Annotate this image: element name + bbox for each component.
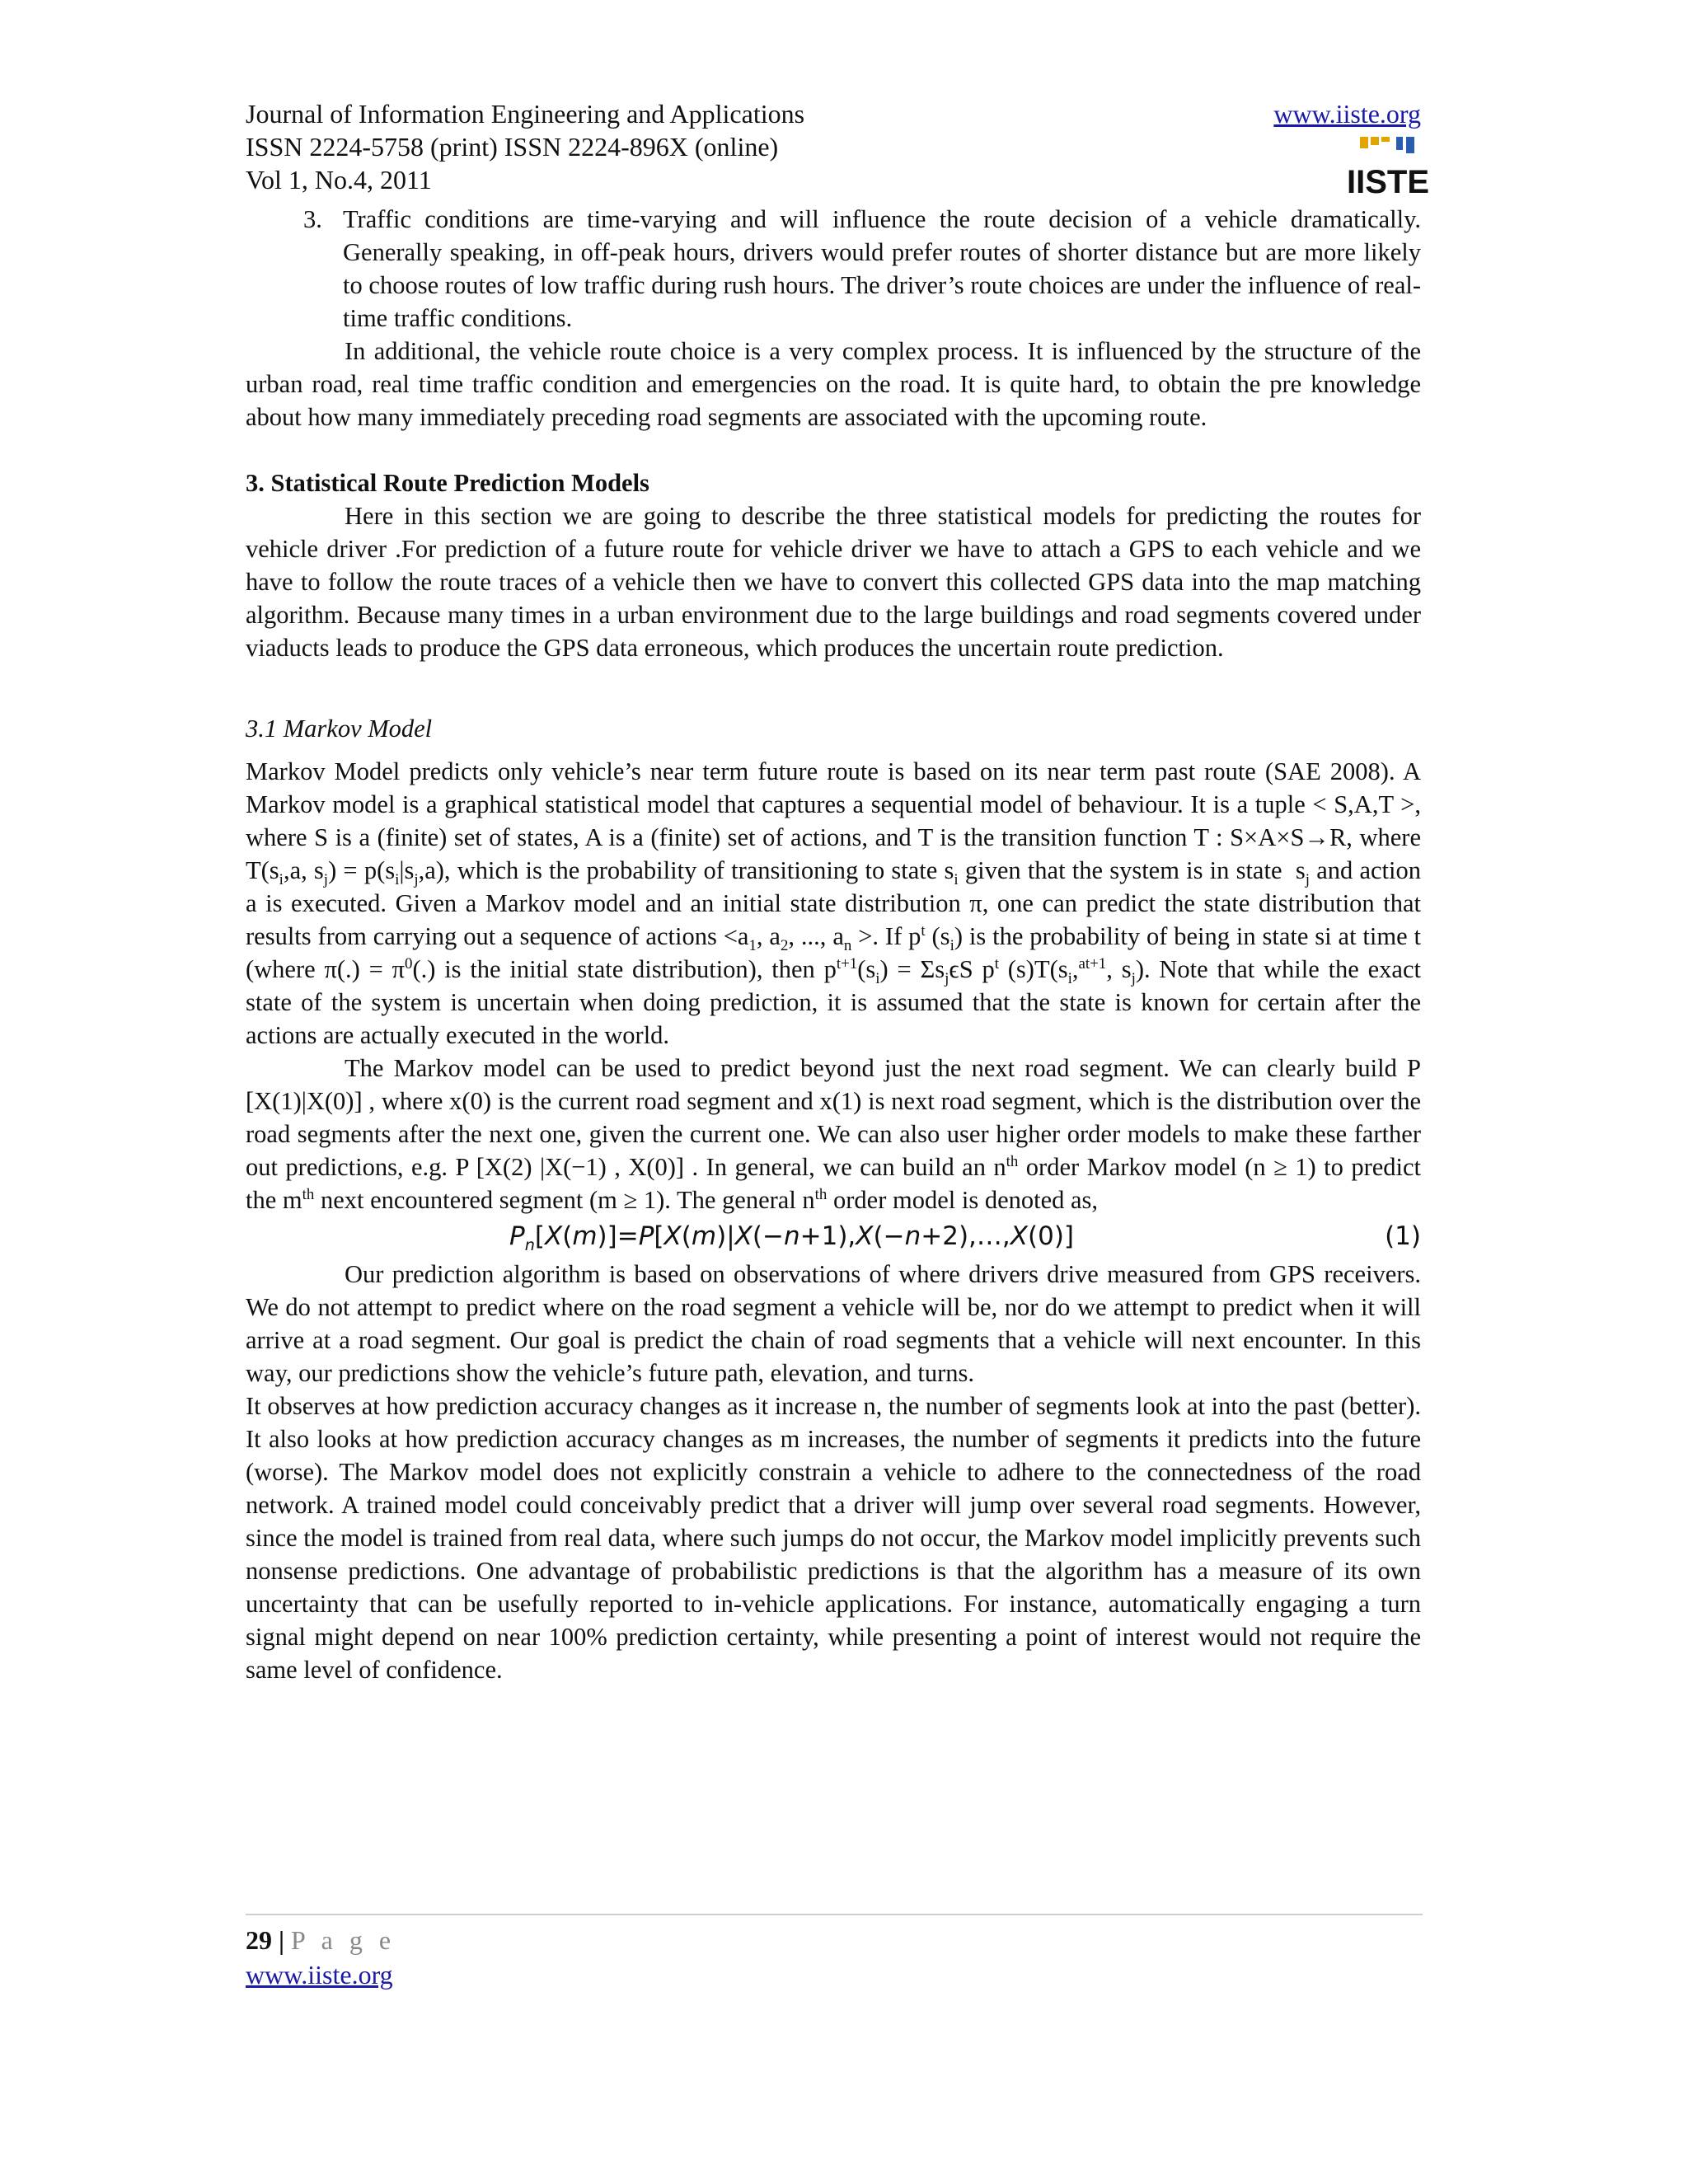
- markov-paragraph-1: Markov Model predicts only vehicle’s near term future route is based on its near term past route (SAE 2008). A Markov model is a graphical statistical model that captures a sequential model of behaviour. It is a tuple < S,A,T >, where S is a (finite) set of states, A is a (finite) set of actions, and T is the transition function T : S×A×S→R, where $T(s_i,a$, $s_j) = p(s_i|s_j,a)$, which is the probability of transitioning to state $s_i$ given that the system is in state $s_j$ and action a is executed. Given a Markov model and an initial state distribution π, one can predict the state distribution that results from carrying out a sequence of actions $<a_1$, $a_2$, ..., $a_n$ >. If $p^t$ $(s_i)$ is the probability of being in state si at time t (where $\pi(.) = \pi^0(.)$ is the initial state distribution), then $p^{t+1}(s_i) = \Sigma s_j\epsilon S$ $p^t$ $(s)T(s_i,^{at+1}$, $s_j$). Note that while the exact state of the system is uncertain when doing prediction, it is assumed that the state is known for certain after the actions are actually executed in the world.: [246, 757, 1422, 1049]
- footer-url-link[interactable]: www.iiste.org: [246, 1960, 393, 1990]
- svg-text:IISTE: IISTE: [1346, 164, 1430, 200]
- footer-divider: [246, 1914, 1423, 1915]
- markov-paragraph-4: It observes at how prediction accuracy changes as it increase n, the number of segments look at into the past (better). It also looks at how prediction accuracy changes as m increases, the number of segments it predicts into the future (worse). The Markov model does not explicitly constrain a vehicle to adhere to the connectedness of the road network. A trained model could conceivably predict that a driver will jump over several road segments. However, since the model is trained from real data, where such jumps do not occur, the Markov model implicitly prevents such nonsense predictions. One advantage of probabilistic predictions is that the algorithm has a measure of its own uncertainty that can be usefully reported to in-vehicle applications. For instance, automatically engaging a turn signal might depend on near 100% prediction certainty, while presenting a point of interest would not require the same level of confidence.: [246, 1392, 1421, 1684]
- equation-formula: $P_n[X(m)]=P[X(m)|X(-n+1),X(-n+2),\dots,X(0)]$: [509, 1221, 1075, 1255]
- markov-paragraph-3: Our prediction algorithm is based on observations of where drivers drive measured from GPS receivers. We do not attempt to predict where on the road segment a vehicle will be, nor do we attempt to predict when it will arrive at a road segment. Our goal is predict the chain of road segments that a vehicle will next encounter. In this way, our predictions show the vehicle’s future path, elevation, and turns.: [246, 1260, 1421, 1387]
- section-3-1-heading: 3.1 Markov Model: [246, 715, 433, 743]
- list-item-3: [246, 203, 1421, 335]
- page-body: [246, 203, 1421, 1686]
- issn-line: ISSN 2224-5758 (print) ISSN 2224-896X (online): [246, 132, 779, 162]
- equation-1: [246, 1216, 1421, 1258]
- list-item-text: Traffic conditions are time-varying and will influence the route decision of a vehicle dramatically. Generally speaking, in off-peak hours, drivers would prefer routes of shorter distance but are more likely to choose routes of low traffic during rush hours. The driver’s route choices are under the influence of real-time traffic conditions.: [343, 205, 1421, 332]
- page-footer: [246, 1924, 396, 1957]
- paragraph-additional: In additional, the vehicle route choice is a very complex process. It is influenced by the structure of the urban road, real time traffic condition and emergencies on the road. It is quite hard, to obtain the pre knowledge about how many immediately preceding road segments are associated with the upcoming route.: [246, 337, 1421, 431]
- section-3-heading: 3. Statistical Route Prediction Models: [246, 469, 649, 497]
- page-header: [246, 97, 1430, 204]
- journal-title: Journal of Information Engineering and Applications: [246, 99, 805, 129]
- equation-number: (1): [1385, 1221, 1421, 1251]
- volume-line: Vol 1, No.4, 2011: [246, 165, 432, 194]
- page-word: P a g e: [291, 1925, 396, 1955]
- footer-separator: |: [279, 1925, 285, 1955]
- page-number: 29: [246, 1925, 272, 1955]
- markov-paragraph-2: The Markov model can be used to predict beyond just the next road segment. We can clearly build P [X(1)|X(0)] , where x(0) is the current road segment and x(1) is next road segment, which is the distribution over the road segments after the next one, given the current one. We can also user higher order models to make these farther out predictions, e.g. P [X(2) |X(−1) , X(0)] . In general, we can build an $n^{th}$ order Markov model (n ≥ 1) to predict the $m^{th}$ next encountered segment (m ≥ 1). The general $n^{th}$ order model is denoted as,: [246, 1054, 1421, 1214]
- header-url-link[interactable]: www.iiste.org: [1273, 99, 1421, 129]
- section-3-paragraph: Here in this section we are going to describe the three statistical models for predicting the routes for vehicle driver .For prediction of a future route for vehicle driver we have to attach a GPS to each vehicle and we have to follow the route traces of a vehicle then we have to convert this collected GPS data into the map matching algorithm. Because many times in a urban environment due to the large buildings and road segments covered under viaducts leads to produce the GPS data erroneous, which produces the uncertain route prediction.: [246, 502, 1421, 662]
- list-number: 3.: [303, 205, 322, 233]
- iiste-logo-icon: [1346, 134, 1430, 200]
